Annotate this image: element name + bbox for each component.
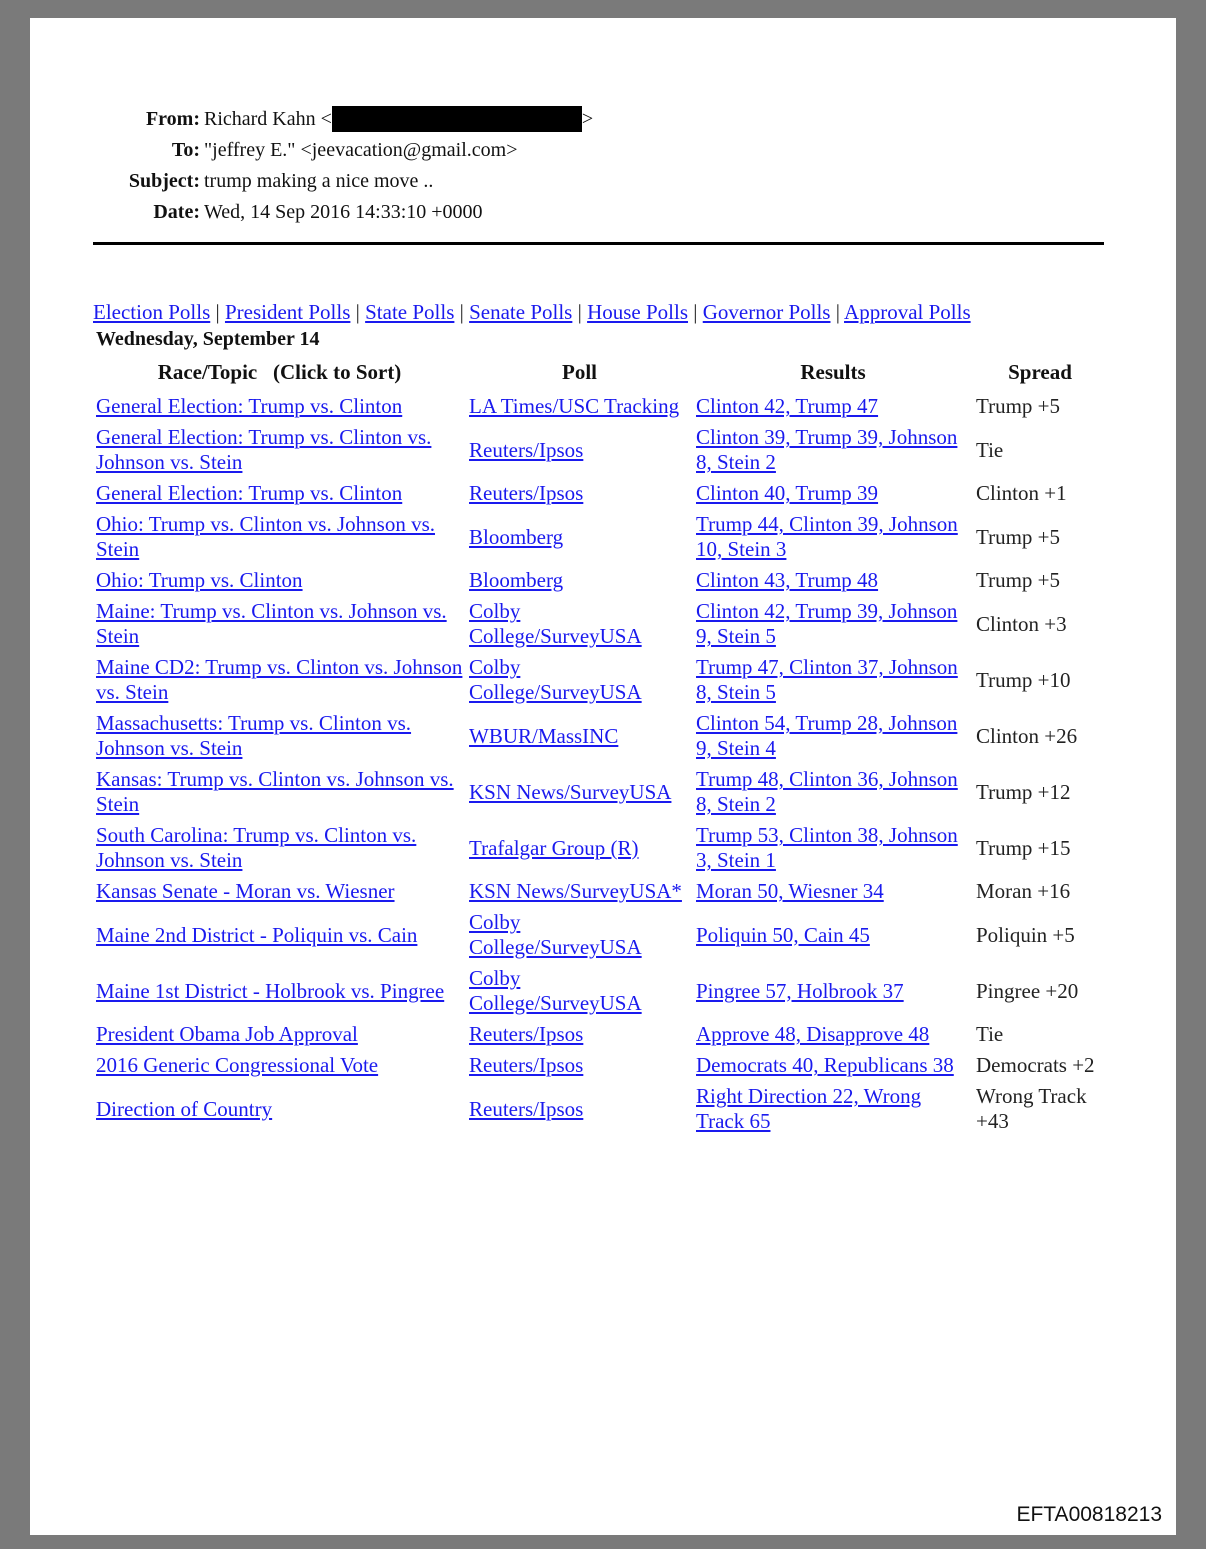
spread-cell — [973, 1050, 1107, 1081]
poll-cell — [466, 391, 693, 422]
race-column-header[interactable]: Race/Topic (Click to Sort) — [157, 360, 402, 384]
spread-value: Wrong Track +43 — [976, 1084, 1087, 1133]
race-link[interactable]: General Election: Trump vs. Clinton — [96, 481, 403, 505]
results-link[interactable]: Trump 47, Clinton 37, Johnson 8, Stein 5 — [696, 655, 958, 704]
race-link[interactable]: President Obama Job Approval — [96, 1022, 358, 1046]
race-cell — [93, 907, 466, 963]
results-cell — [693, 907, 973, 963]
spread-value: Trump +15 — [976, 835, 1071, 860]
nav-senate-polls[interactable]: Senate Polls — [469, 300, 573, 324]
race-cell — [93, 820, 466, 876]
results-link[interactable]: Pingree 57, Holbrook 37 — [696, 978, 904, 1003]
spread-cell — [973, 820, 1107, 876]
results-link[interactable]: Clinton 40, Trump 39 — [696, 481, 879, 505]
spread-cell — [973, 652, 1107, 708]
spread-cell — [973, 1081, 1107, 1137]
spread-cell — [973, 963, 1107, 1019]
results-cell — [693, 764, 973, 820]
spread-value: Trump +10 — [976, 667, 1071, 692]
results-cell — [693, 596, 973, 652]
table-row — [93, 596, 1107, 652]
results-cell — [693, 820, 973, 876]
from-value: Richard Kahn < > — [204, 108, 594, 130]
spread-cell — [973, 509, 1107, 565]
race-cell — [93, 509, 466, 565]
results-cell — [693, 1019, 973, 1050]
spread-value: Democrats +2 — [976, 1053, 1095, 1077]
results-cell — [693, 876, 973, 907]
poll-cell — [466, 708, 693, 764]
race-cell — [93, 1019, 466, 1050]
results-cell — [693, 963, 973, 1019]
race-cell — [93, 876, 466, 907]
date-value: Wed, 14 Sep 2016 14:33:10 +0000 — [204, 201, 483, 223]
spread-cell — [973, 764, 1107, 820]
race-link[interactable]: Maine CD2: Trump vs. Clinton vs. Johnson vs. Stein — [96, 655, 463, 704]
poll-link[interactable]: Colby College/SurveyUSA — [469, 966, 642, 1015]
nav-separator: | — [572, 300, 588, 324]
poll-cell — [466, 565, 693, 596]
table-row — [93, 478, 1107, 509]
nav-separator: | — [210, 300, 225, 324]
document-id: EFTA00818213 — [1016, 1503, 1162, 1526]
poll-cell — [466, 478, 693, 509]
poll-link[interactable]: Reuters/Ipsos — [469, 1096, 584, 1121]
table-row — [93, 391, 1107, 422]
nav-governor-polls[interactable]: Governor Polls — [702, 300, 831, 324]
poll-link[interactable]: Reuters/Ipsos — [469, 437, 584, 462]
race-link[interactable]: Maine 1st District - Holbrook vs. Pingree — [96, 978, 445, 1003]
race-link[interactable]: Ohio: Trump vs. Clinton — [96, 568, 303, 592]
poll-cell — [466, 963, 693, 1019]
nav-separator: | — [350, 300, 366, 324]
results-cell — [693, 391, 973, 422]
spread-value: Trump +5 — [976, 394, 1061, 418]
poll-column-header[interactable]: Poll — [562, 360, 597, 384]
results-link[interactable]: Clinton 43, Trump 48 — [696, 568, 879, 592]
race-link[interactable]: General Election: Trump vs. Clinton vs. Johnson vs. Stein — [96, 425, 432, 474]
nav-separator: | — [454, 300, 470, 324]
table-row — [93, 1019, 1107, 1050]
table-row — [93, 422, 1107, 478]
spread-column-header[interactable]: Spread — [1008, 360, 1072, 384]
date-label: Date: — [153, 201, 200, 223]
table-row — [93, 963, 1107, 1019]
results-link[interactable]: Moran 50, Wiesner 34 — [696, 879, 884, 903]
table-row — [93, 652, 1107, 708]
header-divider — [93, 242, 1104, 245]
spread-cell — [973, 391, 1107, 422]
spread-cell — [973, 422, 1107, 478]
table-row — [93, 876, 1107, 907]
spread-value: Clinton +26 — [976, 723, 1078, 748]
results-link[interactable]: Clinton 39, Trump 39, Johnson 8, Stein 2 — [696, 425, 958, 474]
race-cell — [93, 652, 466, 708]
race-cell — [93, 764, 466, 820]
race-cell — [93, 565, 466, 596]
table-body — [93, 391, 1107, 1137]
poll-link[interactable]: Bloomberg — [469, 524, 564, 549]
date-heading: Wednesday, September 14 — [96, 328, 320, 350]
nav-separator: | — [688, 300, 703, 324]
nav-president-polls[interactable]: President Polls — [224, 300, 351, 324]
results-cell — [693, 565, 973, 596]
results-link[interactable]: Trump 48, Clinton 36, Johnson 8, Stein 2 — [696, 767, 958, 816]
race-link[interactable]: South Carolina: Trump vs. Clinton vs. Johnson vs. Stein — [96, 823, 417, 872]
table-row — [93, 1081, 1107, 1137]
poll-link[interactable]: Bloomberg — [469, 568, 564, 592]
poll-cell — [466, 1019, 693, 1050]
spread-value: Trump +5 — [976, 568, 1061, 592]
poll-link[interactable]: Reuters/Ipsos — [469, 1022, 584, 1046]
results-link[interactable]: Right Direction 22, Wrong Track 65 — [696, 1084, 922, 1133]
spread-cell — [973, 876, 1107, 907]
nav-state-polls[interactable]: State Polls — [365, 300, 455, 324]
spread-cell — [973, 596, 1107, 652]
table-row — [93, 565, 1107, 596]
race-cell — [93, 963, 466, 1019]
race-cell — [93, 708, 466, 764]
race-link[interactable]: Massachusetts: Trump vs. Clinton vs. Johnson vs. Stein — [96, 711, 412, 760]
table-row — [93, 1050, 1107, 1081]
race-link[interactable]: 2016 Generic Congressional Vote — [96, 1053, 379, 1077]
polls-table — [93, 356, 1107, 1137]
spread-value: Moran +16 — [976, 879, 1071, 903]
results-cell — [693, 708, 973, 764]
results-link[interactable]: Clinton 54, Trump 28, Johnson 9, Stein 4 — [696, 711, 958, 760]
poll-link[interactable]: Reuters/Ipsos — [469, 1053, 584, 1077]
race-cell — [93, 422, 466, 478]
from-label: From: — [145, 108, 200, 130]
table-row — [93, 509, 1107, 565]
subject-value: trump making a nice move .. — [204, 170, 434, 192]
race-link[interactable]: Ohio: Trump vs. Clinton vs. Johnson vs. Stein — [96, 512, 435, 561]
spread-value: Pingree +20 — [976, 978, 1079, 1003]
poll-link[interactable]: WBUR/MassINC — [469, 723, 619, 748]
redaction-box — [332, 106, 582, 132]
spread-cell — [973, 565, 1107, 596]
race-link[interactable]: Maine: Trump vs. Clinton vs. Johnson vs. Stein — [96, 599, 447, 648]
poll-cell — [466, 907, 693, 963]
poll-cell — [466, 876, 693, 907]
results-link[interactable]: Poliquin 50, Cain 45 — [696, 922, 870, 947]
spread-value: Trump +5 — [976, 524, 1061, 549]
race-link[interactable]: Maine 2nd District - Poliquin vs. Cain — [96, 922, 418, 947]
table-row — [93, 907, 1107, 963]
poll-link[interactable]: KSN News/SurveyUSA* — [469, 879, 682, 903]
race-link[interactable]: Kansas: Trump vs. Clinton vs. Johnson vs. Stein — [96, 767, 454, 816]
results-cell — [693, 1050, 973, 1081]
nav-separator: | — [830, 300, 845, 324]
document-page — [30, 18, 1176, 1535]
results-cell — [693, 1081, 973, 1137]
poll-cell — [466, 422, 693, 478]
results-link[interactable]: Trump 53, Clinton 38, Johnson 3, Stein 1 — [696, 823, 958, 872]
results-link[interactable]: Clinton 42, Trump 39, Johnson 9, Stein 5 — [696, 599, 958, 648]
spread-value: Trump +12 — [976, 779, 1071, 804]
spread-cell — [973, 708, 1107, 764]
spread-value: Tie — [976, 1022, 1004, 1046]
poll-link[interactable]: Colby College/SurveyUSA — [469, 655, 642, 704]
poll-link[interactable]: Colby College/SurveyUSA — [469, 599, 642, 648]
nav-election-polls[interactable]: Election Polls — [93, 300, 211, 324]
results-column-header[interactable]: Results — [800, 360, 866, 384]
results-cell — [693, 422, 973, 478]
poll-link[interactable]: LA Times/USC Tracking — [469, 394, 680, 418]
poll-cell — [466, 652, 693, 708]
poll-link[interactable]: Reuters/Ipsos — [469, 481, 584, 505]
spread-cell — [973, 1019, 1107, 1050]
results-link[interactable]: Trump 44, Clinton 39, Johnson 10, Stein 3 — [696, 512, 958, 561]
race-cell — [93, 1050, 466, 1081]
race-cell — [93, 391, 466, 422]
poll-link[interactable]: Colby College/SurveyUSA — [469, 910, 642, 959]
race-cell — [93, 596, 466, 652]
poll-link[interactable]: KSN News/SurveyUSA — [469, 779, 672, 804]
subject-label: Subject: — [128, 170, 200, 192]
poll-cell — [466, 596, 693, 652]
race-link[interactable]: General Election: Trump vs. Clinton — [96, 394, 403, 418]
to-label: To: — [171, 139, 200, 161]
table-row — [93, 764, 1107, 820]
poll-cell — [466, 509, 693, 565]
spread-value: Tie — [976, 437, 1004, 462]
poll-cell — [466, 764, 693, 820]
spread-cell — [973, 907, 1107, 963]
table-header-row — [93, 356, 1107, 391]
spread-value: Clinton +3 — [976, 611, 1067, 636]
results-link[interactable]: Democrats 40, Republicans 38 — [696, 1053, 954, 1077]
race-link[interactable]: Kansas Senate - Moran vs. Wiesner — [96, 879, 395, 903]
race-cell — [93, 478, 466, 509]
spread-value: Clinton +1 — [976, 481, 1067, 505]
results-link[interactable]: Approve 48, Disapprove 48 — [696, 1022, 930, 1046]
nav-house-polls[interactable]: House Polls — [587, 300, 689, 324]
spread-cell — [973, 478, 1107, 509]
poll-cell — [466, 1081, 693, 1137]
poll-cell — [466, 1050, 693, 1081]
results-cell — [693, 509, 973, 565]
table-row — [93, 820, 1107, 876]
poll-nav — [93, 300, 971, 325]
nav-approval-polls[interactable]: Approval Polls — [844, 300, 971, 324]
spread-value: Poliquin +5 — [976, 922, 1075, 947]
poll-cell — [466, 820, 693, 876]
to-value: "jeffrey E." <jeevacation@gmail.com> — [204, 139, 518, 161]
table-row — [93, 708, 1107, 764]
results-link[interactable]: Clinton 42, Trump 47 — [696, 394, 879, 418]
poll-link[interactable]: Trafalgar Group (R) — [469, 835, 639, 860]
race-cell — [93, 1081, 466, 1137]
race-link[interactable]: Direction of Country — [96, 1096, 273, 1121]
results-cell — [693, 652, 973, 708]
results-cell — [693, 478, 973, 509]
